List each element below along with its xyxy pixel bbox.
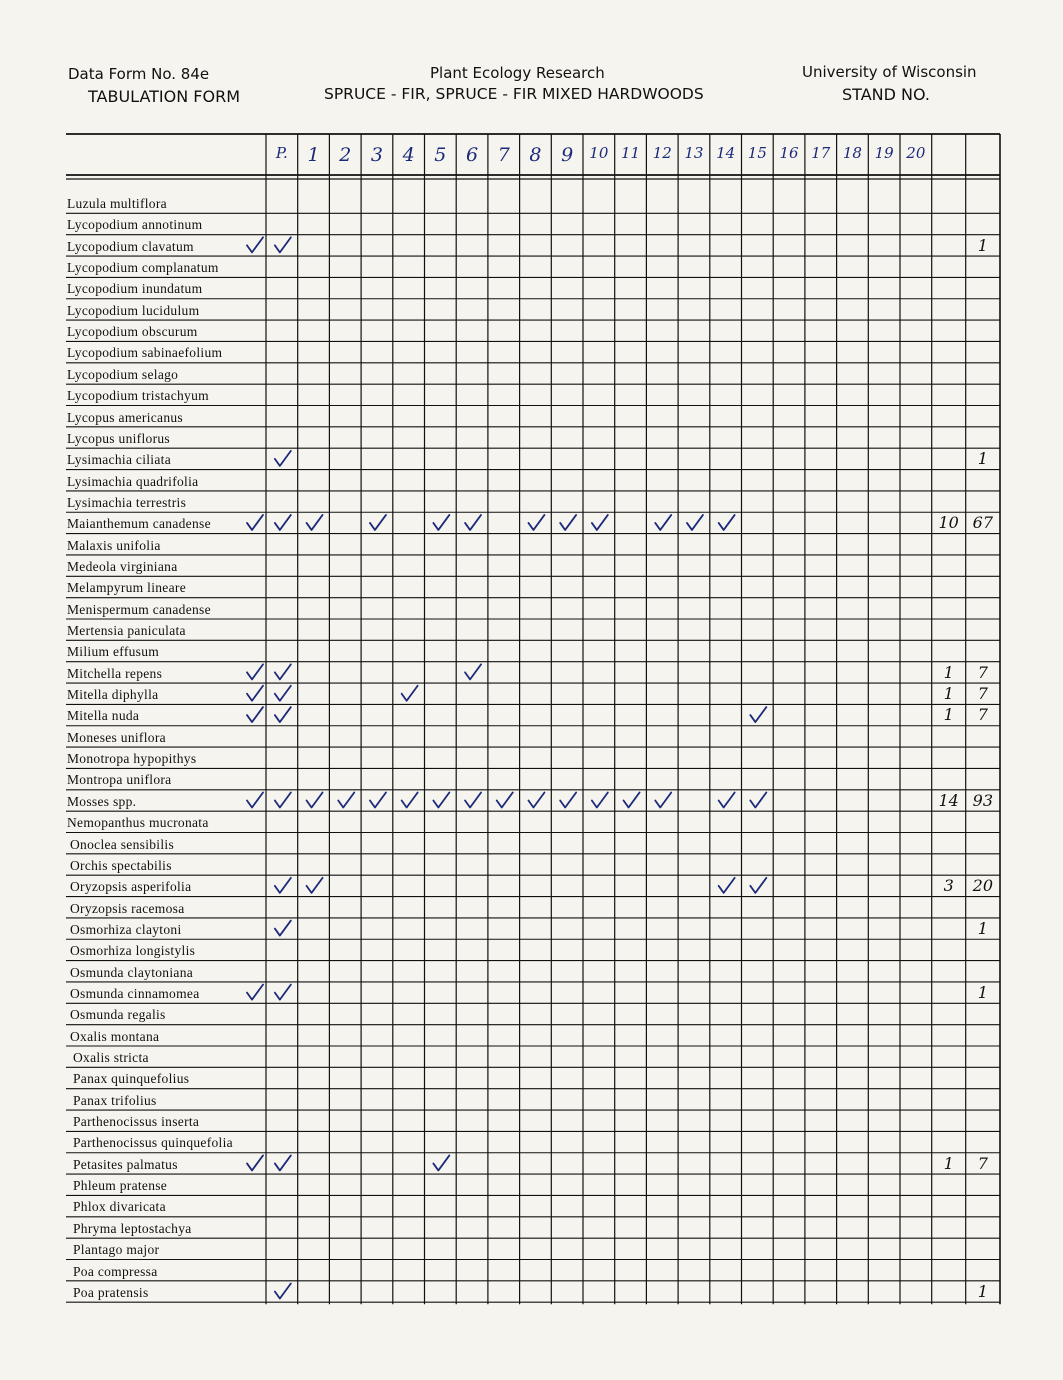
plot-check-mark — [497, 792, 513, 807]
frequency-percent: 7 — [977, 705, 988, 725]
plot-check-mark — [719, 878, 735, 893]
plot-check-mark — [750, 707, 766, 722]
species-name: Nemopanthus mucronata — [67, 815, 209, 831]
frequency-count: 1 — [943, 705, 954, 725]
species-name: Lysimachia quadrifolia — [67, 473, 199, 489]
species-name: Lycopodium tristachyum — [67, 388, 209, 404]
species-name: Phleum pratense — [73, 1178, 168, 1194]
frequency-percent: 1 — [977, 982, 988, 1002]
plot-check-mark — [275, 985, 291, 1000]
species-name: Phryma leptostachya — [73, 1220, 192, 1236]
species-name: Lycopodium inundatum — [67, 281, 203, 297]
plot-check-mark — [465, 515, 481, 530]
university-name: University of Wisconsin — [802, 63, 977, 81]
plot-check-mark — [687, 515, 703, 530]
species-name: Lysimachia ciliata — [67, 452, 171, 468]
form-number: Data Form No. 84e — [68, 65, 210, 83]
species-name: Parthenocissus inserta — [73, 1114, 200, 1130]
column-header-10: 10 — [589, 144, 609, 162]
column-header-5: 5 — [434, 144, 447, 166]
plot-check-mark — [275, 921, 291, 936]
species-name: Panax trifolius — [73, 1092, 157, 1108]
plot-check-mark — [592, 515, 608, 530]
species-name: Lycopodium annotinum — [67, 217, 203, 233]
species-name: Osmunda regalis — [70, 1007, 166, 1023]
species-name: Medeola virginiana — [67, 558, 178, 574]
species-name: Mitella diphylla — [67, 687, 159, 703]
species-name: Lycopodium selago — [67, 366, 179, 382]
species-name: Malaxis unifolia — [67, 537, 161, 553]
species-presence-check — [247, 515, 263, 530]
frequency-count: 1 — [943, 684, 954, 704]
plot-check-mark — [433, 1155, 449, 1170]
frequency-count: 1 — [943, 1153, 954, 1173]
column-header-1: 1 — [307, 144, 320, 166]
plot-check-mark — [307, 878, 323, 893]
frequency-percent: 93 — [972, 790, 994, 810]
frequency-percent: 67 — [972, 513, 994, 533]
species-name: Osmorhiza claytoni — [70, 921, 182, 937]
column-header-20: 20 — [906, 144, 926, 162]
species-name: Lycopus americanus — [67, 409, 183, 425]
species-name: Lycopodium sabinaefolium — [67, 345, 223, 361]
plot-check-mark — [719, 792, 735, 807]
plot-check-mark — [275, 1284, 291, 1299]
plot-check-mark — [655, 792, 671, 807]
species-name: Osmunda cinnamomea — [70, 985, 200, 1001]
forest-type-title: SPRUCE - FIR, SPRUCE - FIR MIXED HARDWOODS — [324, 85, 704, 103]
frequency-percent: 1 — [977, 235, 988, 255]
frequency-count: 3 — [943, 876, 954, 896]
frequency-count: 10 — [938, 513, 959, 533]
plot-check-mark — [275, 451, 291, 466]
species-name: Plantago major — [73, 1242, 160, 1258]
plot-check-mark — [433, 792, 449, 807]
form-title: TABULATION FORM — [88, 87, 241, 106]
species-name: Lycopus uniflorus — [67, 430, 170, 446]
frequency-percent: 7 — [977, 1153, 988, 1173]
plot-check-mark — [275, 237, 291, 252]
column-header-11: 11 — [620, 144, 641, 162]
species-name: Phlox divaricata — [73, 1199, 166, 1215]
plot-check-mark — [370, 792, 386, 807]
column-header-15: 15 — [747, 144, 767, 162]
species-name: Lycopodium obscurum — [67, 324, 198, 340]
plot-check-mark — [307, 792, 323, 807]
plot-check-mark — [655, 515, 671, 530]
species-name: Lycopodium lucidulum — [67, 302, 200, 318]
frequency-percent: 20 — [972, 876, 994, 896]
species-name: Monotropa hypopithys — [67, 751, 197, 767]
plot-check-mark — [275, 707, 291, 722]
plot-check-mark — [560, 792, 576, 807]
frequency-percent: 7 — [977, 684, 988, 704]
species-name: Moneses uniflora — [67, 729, 166, 745]
plot-check-mark — [275, 792, 291, 807]
plot-check-mark — [307, 515, 323, 530]
species-name: Milium effusum — [67, 644, 160, 660]
column-header-8: 8 — [529, 144, 542, 166]
species-name: Lycopodium clavatum — [67, 238, 194, 254]
column-header-12: 12 — [652, 144, 672, 162]
species-name: Luzula multiflora — [67, 196, 167, 211]
frequency-percent: 7 — [977, 662, 988, 682]
species-name: Orchis spectabilis — [70, 857, 172, 873]
research-title: Plant Ecology Research — [430, 64, 605, 82]
plot-check-mark — [465, 664, 481, 679]
species-name: Mitella nuda — [67, 708, 140, 724]
column-header-17: 17 — [811, 144, 831, 162]
plot-check-mark — [750, 878, 766, 893]
species-name: Mertensia paniculata — [67, 623, 186, 638]
frequency-count: 1 — [943, 662, 954, 682]
frequency-percent: 1 — [977, 918, 988, 938]
species-name: Poa pratensis — [73, 1284, 149, 1300]
plot-check-mark — [528, 792, 544, 807]
species-name: Oryzopsis asperifolia — [70, 879, 192, 895]
plot-check-mark — [528, 515, 544, 530]
species-presence-check — [247, 1155, 263, 1170]
plot-check-mark — [624, 792, 640, 807]
species-name: Oryzopsis racemosa — [70, 900, 185, 916]
column-header-6: 6 — [465, 144, 479, 166]
column-header-3: 3 — [370, 144, 383, 166]
plot-check-mark — [275, 1155, 291, 1170]
stand-number-label: STAND NO. — [842, 85, 931, 104]
species-presence-check — [247, 707, 263, 722]
species-name: Maianthemum canadense — [67, 516, 211, 532]
species-name: Osmunda claytoniana — [70, 964, 194, 980]
column-header-18: 18 — [842, 144, 862, 162]
species-presence-check — [247, 792, 263, 807]
species-presence-check — [247, 237, 263, 252]
column-header-4: 4 — [402, 144, 415, 166]
species-presence-check — [247, 686, 263, 701]
column-header-7: 7 — [497, 144, 510, 166]
plot-check-mark — [719, 515, 735, 530]
plot-check-mark — [275, 515, 291, 530]
frequency-percent: 1 — [977, 1281, 988, 1301]
species-name: Melampyrum lineare — [67, 580, 186, 596]
plot-check-mark — [275, 878, 291, 893]
species-name: Mitchella repens — [67, 665, 163, 681]
column-header-19: 19 — [874, 144, 894, 162]
species-name: Montropa uniflora — [67, 772, 172, 788]
species-name: Poa compressa — [73, 1263, 158, 1279]
plot-check-mark — [560, 515, 576, 530]
frequency-percent: 1 — [977, 449, 988, 469]
plot-check-mark — [402, 792, 418, 807]
plot-check-mark — [275, 664, 291, 679]
plot-check-mark — [402, 686, 418, 701]
species-name: Parthenocissus quinquefolia — [73, 1135, 233, 1151]
frequency-count: 14 — [938, 790, 959, 810]
column-header-9: 9 — [561, 144, 574, 166]
species-presence-check — [247, 664, 263, 679]
species-name: Onoclea sensibilis — [70, 836, 175, 852]
species-name: Mosses spp. — [67, 793, 137, 809]
plot-check-mark — [592, 792, 608, 807]
plot-check-mark — [465, 792, 481, 807]
species-name: Oxalis montana — [70, 1028, 160, 1044]
species-name: Petasites palmatus — [73, 1156, 178, 1172]
species-name: Lycopodium complanatum — [67, 260, 219, 276]
plot-check-mark — [275, 686, 291, 701]
species-name: Oxalis stricta — [73, 1050, 149, 1065]
species-name: Menispermum canadense — [67, 601, 211, 617]
plot-check-mark — [750, 792, 766, 807]
column-header-14: 14 — [716, 144, 736, 162]
species-name: Osmorhiza longistylis — [70, 943, 196, 959]
column-header-p: P. — [275, 144, 288, 162]
column-header-16: 16 — [779, 144, 799, 162]
species-presence-check — [247, 985, 263, 1000]
species-name: Lysimachia terrestris — [67, 494, 187, 510]
plot-check-mark — [338, 792, 354, 807]
species-name: Panax quinquefolius — [73, 1071, 190, 1087]
plot-check-mark — [370, 515, 386, 530]
column-header-13: 13 — [684, 144, 704, 162]
plot-check-mark — [433, 515, 449, 530]
column-header-2: 2 — [339, 144, 352, 166]
